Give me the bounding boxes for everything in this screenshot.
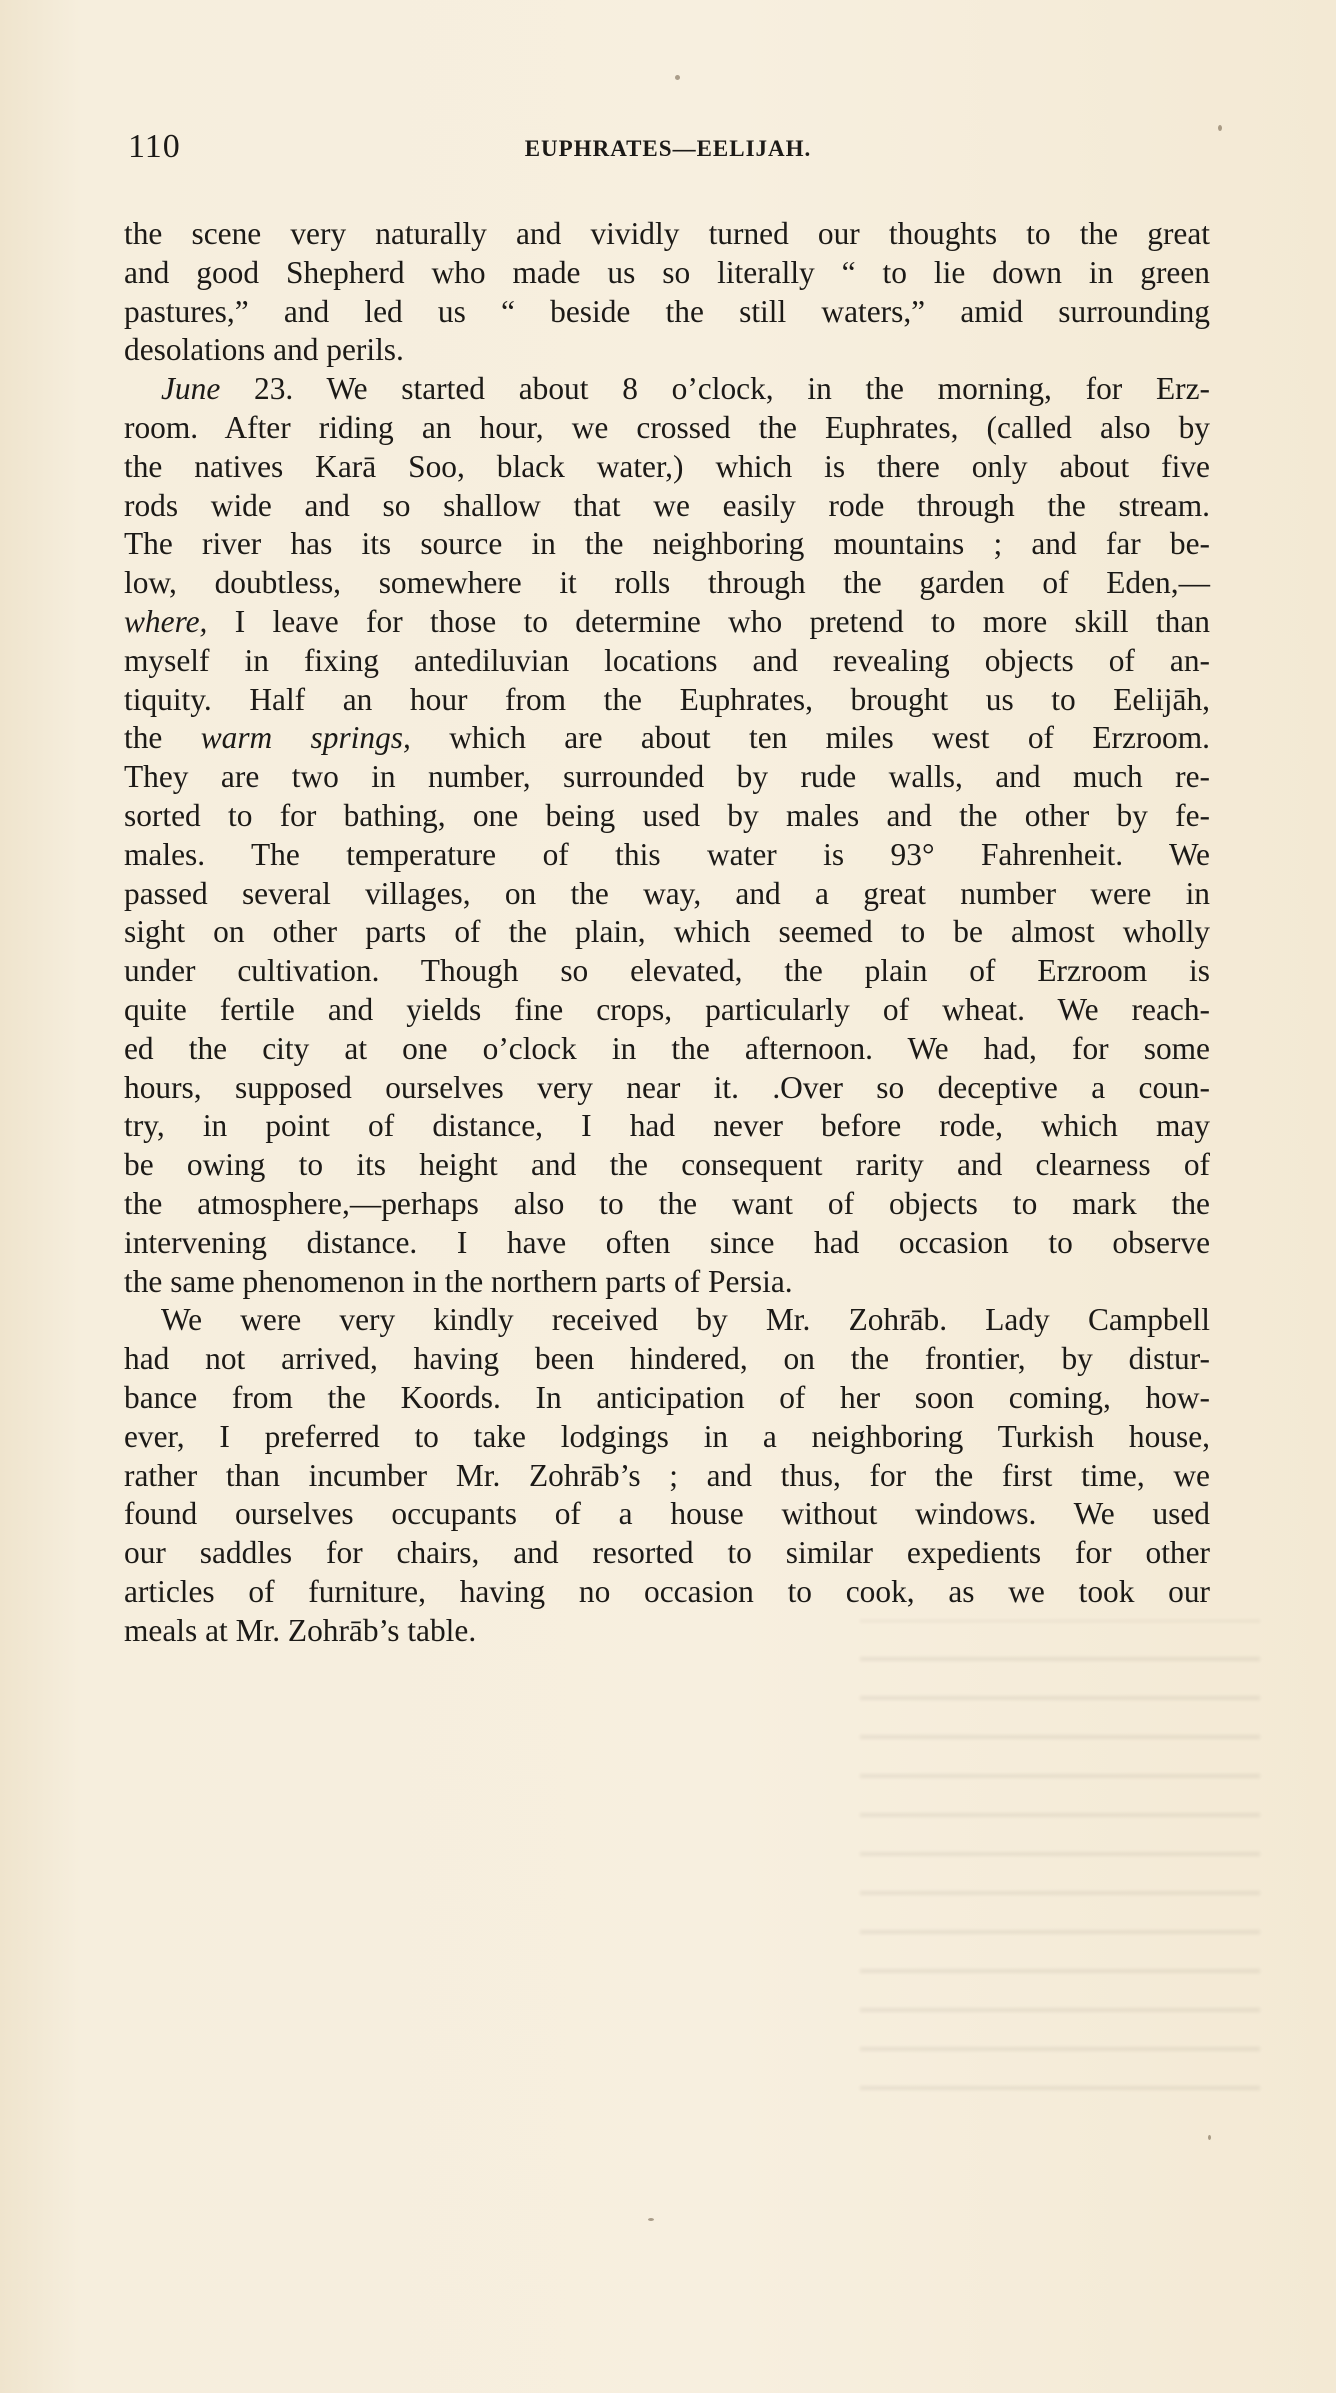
text-line: and good Shepherd who made us so literally “ to lie down in green: [124, 254, 1210, 290]
text-line: rods wide and so shallow that we easily rode through the stream.: [124, 487, 1210, 523]
text-line: quite fertile and yields fine crops, particularly of wheat. We reach-: [124, 991, 1210, 1027]
text-line: the atmosphere,—perhaps also to the want of objects to mark the: [124, 1185, 1210, 1221]
text-line: sorted to for bathing, one being used by males and the other by fe-: [124, 797, 1210, 833]
text-line: articles of furniture, having no occasion to cook, as we took our: [124, 1573, 1210, 1609]
journal-date-day: 23.: [254, 371, 294, 407]
text-line: ever, I preferred to take lodgings in a neighboring Turkish house,: [124, 1418, 1210, 1454]
text-line: We were very kindly received by Mr. Zohrāb. Lady Campbell: [161, 1302, 1210, 1338]
text-line: our saddles for chairs, and resorted to similar expedients for other: [124, 1535, 1210, 1571]
text-line: the same phenomenon in the northern parts of Persia.: [124, 1263, 793, 1299]
page-header: [128, 128, 1208, 178]
text-line: June 23. We started about 8 o’clock, in the morning, for Erz-: [161, 371, 1211, 407]
text-line: The river has its source in the neighboring mountains ; and far be-: [124, 526, 1210, 562]
text-line: bance from the Koords. In anticipation of her soon coming, how-: [124, 1379, 1210, 1415]
text-line: try, in point of distance, I had never before rode, which may: [124, 1108, 1210, 1144]
text-line: tiquity. Half an hour from the Euphrates, brought us to Eelijāh,: [124, 681, 1210, 717]
text-line: found ourselves occupants of a house without windows. We used: [124, 1496, 1210, 1532]
text-line: pastures,” and led us “ beside the still waters,” amid surrounding: [124, 293, 1210, 329]
text-line: They are two in number, surrounded by rude walls, and much re-: [124, 759, 1210, 795]
text-line: where, I leave for those to determine who pretend to more skill than: [124, 603, 1210, 639]
text-line: had not arrived, having been hindered, on the frontier, by distur-: [124, 1341, 1210, 1377]
text-line: intervening distance. I have often since had occasion to observe: [124, 1224, 1210, 1260]
bleed-through-texture: [860, 1620, 1260, 2090]
paper-speck: [648, 2218, 654, 2221]
text-line: be owing to its height and the consequent rarity and clearness of: [124, 1147, 1210, 1183]
paper-speck: [675, 75, 680, 80]
text-line: low, doubtless, somewhere it rolls through the garden of Eden,—: [124, 565, 1210, 601]
italic-warm-springs: warm springs,: [200, 720, 411, 756]
text-line: desolations and perils.: [124, 332, 404, 368]
text-line: myself in fixing antediluvian locations and revealing objects of an-: [124, 642, 1210, 678]
text-line: the warm springs, which are about ten miles west of Erzroom.: [124, 720, 1211, 756]
text-line: hours, supposed ourselves very near it. .Over so deceptive a coun-: [124, 1069, 1210, 1105]
text-line: under cultivation. Though so elevated, the plain of Erzroom is: [124, 953, 1210, 989]
text-line: ed the city at one o’clock in the afternoon. We had, for some: [124, 1030, 1210, 1066]
italic-where: where,: [124, 603, 208, 639]
journal-date: June: [161, 371, 221, 407]
text-line: meals at Mr. Zohrāb’s table.: [124, 1612, 477, 1648]
text-line: sight on other parts of the plain, which seemed to be almost wholly: [124, 914, 1210, 950]
paper-speck: [1218, 125, 1222, 131]
text-line: the scene very naturally and vividly turned our thoughts to the great: [124, 216, 1210, 251]
text-line: passed several villages, on the way, and a great number were in: [124, 875, 1210, 911]
page-number: 110: [128, 128, 181, 165]
text-line: the natives Karā Soo, black water,) which is there only about five: [124, 448, 1210, 484]
text-line: rather than incumber Mr. Zohrāb’s ; and thus, for the first time, we: [124, 1457, 1210, 1493]
text-line: males. The temperature of this water is 93° Fahrenheit. We: [124, 836, 1210, 872]
running-head: EUPHRATES—EELIJAH.: [524, 136, 812, 161]
body-text: [124, 215, 1210, 1650]
paper-speck: [1208, 2135, 1211, 2140]
text-line: room. After riding an hour, we crossed the Euphrates, (called also by: [124, 409, 1210, 445]
